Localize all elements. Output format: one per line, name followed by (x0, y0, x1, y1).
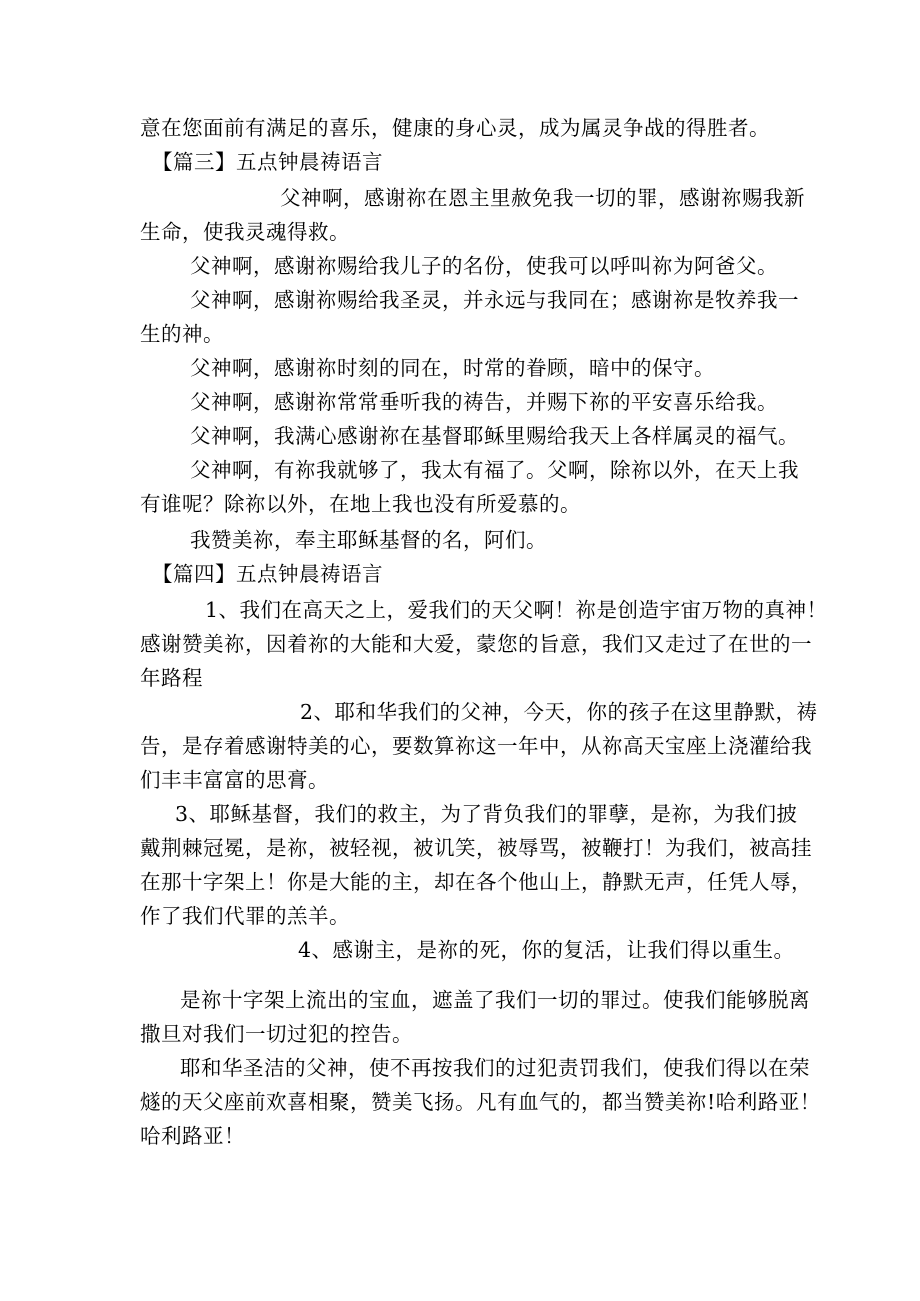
paragraph-line: 我赞美祢，奉主耶稣基督的名，阿们。 (190, 528, 547, 552)
paragraph-line: 父神啊，感谢祢赐给我圣灵，并永远与我同在；感谢祢是牧养我一 (190, 288, 799, 312)
paragraph-line: 父神啊，感谢祢赐给我儿子的名份，使我可以呼叫祢为阿爸父。 (190, 254, 778, 278)
section-heading-4: 【篇四】五点钟晨祷语言 (152, 562, 383, 586)
paragraph-line: 父神啊，感谢祢时刻的同在，时常的眷顾，暗中的保守。 (190, 356, 715, 380)
paragraph-line: 燧的天父座前欢喜相聚，赞美飞扬。凡有血气的，都当赞美祢!哈利路亚！ (140, 1090, 821, 1114)
paragraph-line: 4、感谢主，是祢的死，你的复活，让我们得以重生。 (298, 938, 795, 962)
paragraph-line: 撒旦对我们一切过犯的控告。 (140, 1022, 413, 1046)
paragraph-line: 2、耶和华我们的父神，今天，你的孩子在这里静默，祷 (300, 700, 818, 724)
paragraph-line: 戴荆棘冠冕，是祢，被轻视，被讥笑，被辱骂，被鞭打！为我们，被高挂 (140, 836, 812, 860)
paragraph-line: 感谢赞美祢，因着祢的大能和大爱，蒙您的旨意，我们又走过了在世的一 (140, 632, 812, 656)
paragraph-line: 意在您面前有满足的喜乐，健康的身心灵，成为属灵争战的得胜者。 (140, 116, 770, 140)
paragraph-line: 告，是存着感谢特美的心，要数算祢这一年中，从祢高天宝座上浇灌给我 (140, 734, 812, 758)
paragraph-line: 哈利路亚！ (140, 1124, 245, 1148)
paragraph-line: 作了我们代罪的羔羊。 (140, 904, 350, 928)
paragraph-line: 有谁呢？除祢以外，在地上我也没有所爱慕的。 (140, 492, 581, 516)
paragraph-line: 3、耶稣基督，我们的救主，为了背负我们的罪孽，是祢，为我们披 (175, 802, 798, 826)
paragraph-line: 父神啊，感谢祢常常垂听我的祷告，并赐下祢的平安喜乐给我。 (190, 390, 778, 414)
paragraph-line: 生的神。 (140, 322, 224, 346)
section-heading-3: 【篇三】五点钟晨祷语言 (152, 150, 383, 174)
paragraph-line: 父神啊，感谢祢在恩主里赦免我一切的罪，感谢祢赐我新 (280, 186, 805, 210)
paragraph-line: 父神啊，我满心感谢祢在基督耶稣里赐给我天上各样属灵的福气。 (190, 424, 799, 448)
paragraph-line: 是祢十字架上流出的宝血，遮盖了我们一切的罪过。使我们能够脱离 (180, 988, 810, 1012)
paragraph-line: 在那十字架上！你是大能的主，却在各个他山上，静默无声，任凭人辱， (140, 870, 812, 894)
paragraph-line: 1、我们在高天之上，爱我们的天父啊！祢是创造宇宙万物的真神！ (205, 598, 828, 622)
paragraph-line: 耶和华圣洁的父神，使不再按我们的过犯责罚我们，使我们得以在荣 (180, 1056, 810, 1080)
paragraph-line: 们丰丰富富的思膏。 (140, 768, 329, 792)
paragraph-line: 生命，使我灵魂得救。 (140, 220, 350, 244)
paragraph-line: 父神啊，有祢我就够了，我太有福了。父啊，除祢以外，在天上我 (190, 458, 799, 482)
paragraph-line: 年路程 (140, 666, 203, 690)
